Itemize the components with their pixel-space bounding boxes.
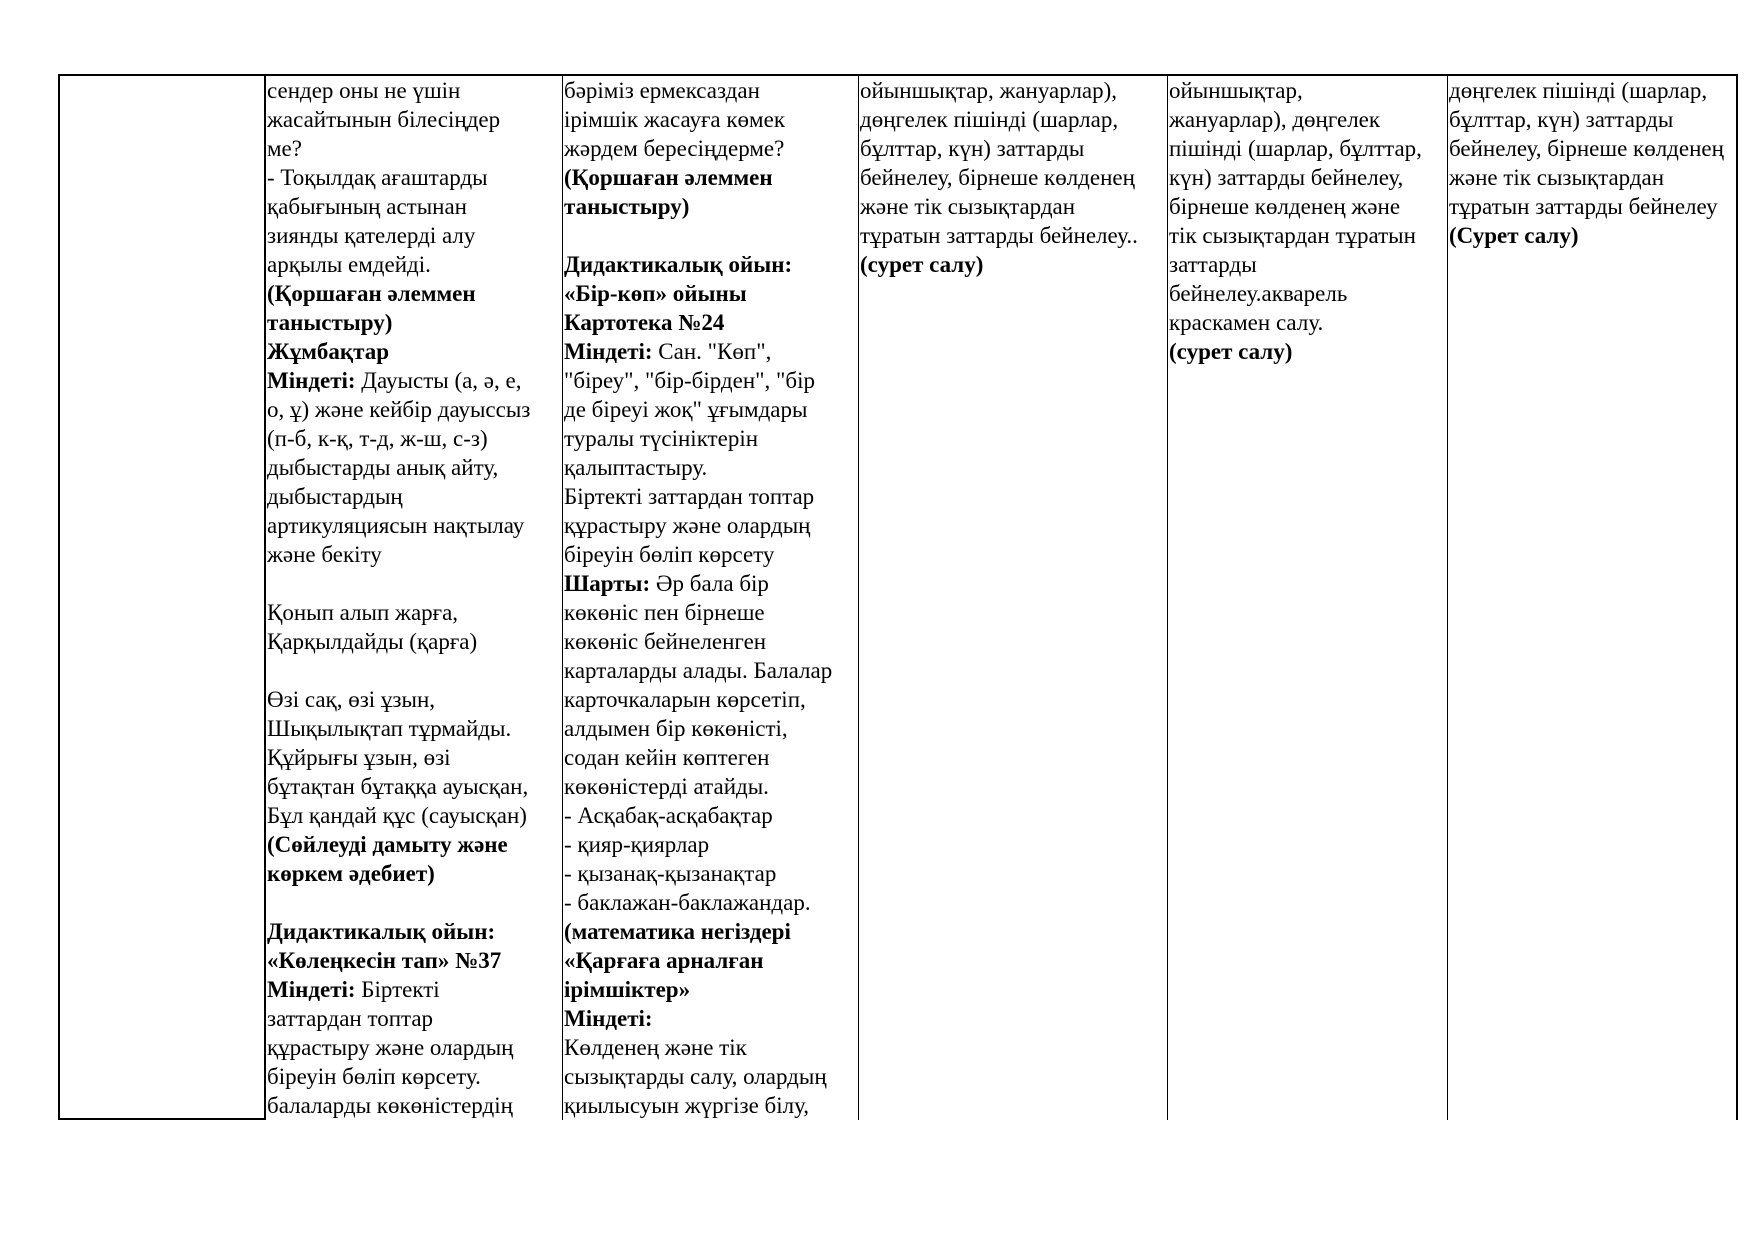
plain-text: қабығының астынан [267, 194, 467, 219]
text-line [564, 859, 857, 888]
plain-text: дөңгелек пішінді (шарлар, [860, 107, 1119, 132]
text-line [267, 714, 561, 743]
plain-text: көкөністерді атайды. [564, 774, 769, 799]
text-line [1449, 105, 1735, 134]
plain-text: карточкаларын көрсетіп, [564, 687, 806, 712]
cell-day-5-activities [1449, 76, 1735, 1118]
plain-text: бірнеше көлденең және [1169, 194, 1401, 219]
bold-text: «Бір-көп» ойыны [564, 281, 747, 306]
text-line [1449, 76, 1735, 105]
bold-text: Картотека №24 [564, 310, 725, 335]
text-line [267, 1091, 561, 1118]
text-line [267, 279, 561, 308]
text-line [1169, 134, 1446, 163]
bold-text: ірімшіктер» [564, 977, 691, 1002]
text-line [860, 250, 1166, 279]
plain-text: біреуін бөліп көрсету. [267, 1064, 481, 1089]
bold-text: Дидактикалық ойын: [564, 252, 793, 277]
bold-text: таныстыру) [564, 194, 690, 219]
text-line [564, 366, 857, 395]
text-line [267, 308, 561, 337]
text-line [267, 1033, 561, 1062]
bold-text: көркем әдебиет) [267, 861, 435, 886]
plain-text: алдымен бір көкөністі, [564, 716, 788, 741]
bold-text: Шарты: [564, 571, 651, 596]
cell-day-2-activities [564, 76, 857, 1118]
plain-text: және тік сызықтардан [1449, 165, 1665, 190]
text-line [564, 917, 857, 946]
text-line [564, 772, 857, 801]
bold-text: (Қоршаған әлеммен [267, 281, 476, 306]
plain-text: ірімшік жасауға көмек [564, 107, 785, 132]
bold-text: «Көлеңкесін тап» №37 [267, 948, 502, 973]
text-line [267, 772, 561, 801]
plain-text: арқылы емдейді. [267, 252, 431, 277]
plain-text: зиянды қателерді алу [267, 223, 476, 248]
text-line [564, 453, 857, 482]
bold-text: (сурет салу) [860, 252, 984, 277]
text-line [1169, 192, 1446, 221]
plain-text: құрастыру және олардың [267, 1035, 514, 1060]
table-right-border [1736, 74, 1738, 1120]
plain-text: заттарды [1169, 252, 1257, 277]
plain-text: Көлденең және тік [564, 1035, 747, 1060]
plain-text: Өзі сақ, өзі ұзын, [267, 687, 436, 712]
text-line [564, 540, 857, 569]
text-line [267, 424, 561, 453]
cell-empty [60, 76, 262, 1118]
text-line [564, 337, 857, 366]
text-line [267, 627, 561, 656]
text-line [860, 76, 1166, 105]
text-line [267, 76, 561, 105]
bold-text: (сурет салу) [1169, 339, 1293, 364]
plain-text: бұлттар, күн) заттарды [1449, 107, 1674, 132]
bold-text: Міндеті: [564, 339, 653, 364]
bold-text: Міндеті: [564, 1006, 653, 1031]
column-divider-5 [1447, 74, 1448, 1120]
plain-text: - қызанақ-қызанақтар [564, 861, 777, 886]
text-line [1169, 250, 1446, 279]
text-line [564, 134, 857, 163]
plain-text: - баклажан-баклажандар. [564, 890, 811, 915]
text-line [1169, 308, 1446, 337]
text-line [267, 917, 561, 946]
text-line [860, 221, 1166, 250]
plain-text: о, ұ) және кейбір дауыссыз [267, 397, 531, 422]
text-line [267, 1062, 561, 1091]
plain-text: Құйрығы ұзын, өзі [267, 745, 451, 770]
cell-day-3-activities [860, 76, 1166, 1118]
bold-text: (математика негіздері [564, 919, 791, 944]
text-line [267, 888, 561, 917]
text-line [1169, 76, 1446, 105]
plain-text: Қонып алып жарға, [267, 600, 459, 625]
plain-text: сызықтарды салу, олардың [564, 1064, 827, 1089]
text-line [564, 975, 857, 1004]
plain-text: - Асқабақ-асқабақтар [564, 803, 773, 828]
text-line [860, 192, 1166, 221]
plain-text: артикуляциясын нақтылау [267, 513, 525, 538]
plain-text: туралы түсініктерін [564, 426, 759, 451]
text-line [564, 1091, 857, 1118]
text-line [267, 366, 561, 395]
text-line [267, 685, 561, 714]
plain-text: дөңгелек пішінді (шарлар, [1449, 78, 1708, 103]
text-line [1169, 337, 1446, 366]
plain-text: Дауысты (а, ә, е, [355, 368, 522, 393]
column-divider-4 [1167, 74, 1168, 1120]
text-line [1449, 192, 1735, 221]
text-line [1449, 221, 1735, 250]
plain-text: Біртекті заттардан топтар [564, 484, 815, 509]
text-line [564, 656, 857, 685]
plain-text: ойыншықтар, [1169, 78, 1303, 103]
text-line [564, 569, 857, 598]
plain-text: жәрдем бересіңдерме? [564, 136, 785, 161]
text-line [267, 511, 561, 540]
column-divider-1 [264, 74, 266, 1120]
text-line [564, 250, 857, 279]
text-line [267, 192, 561, 221]
text-line [1449, 134, 1735, 163]
plain-text: көкөніс пен бірнеше [564, 600, 765, 625]
text-line [1169, 279, 1446, 308]
text-line [564, 801, 857, 830]
text-line [1169, 105, 1446, 134]
text-line [860, 163, 1166, 192]
text-line [1169, 221, 1446, 250]
text-line [1169, 163, 1446, 192]
plain-text: содан кейін көптеген [564, 745, 770, 770]
plain-text: Әр бала бір [650, 571, 769, 596]
cell-day-4-activities [1169, 76, 1446, 1118]
text-line [564, 1062, 857, 1091]
plain-text: және тік сызықтардан [860, 194, 1076, 219]
text-line [564, 482, 857, 511]
plain-text: Сан. "Көп", [652, 339, 772, 364]
text-line [564, 627, 857, 656]
plain-text: - Тоқылдақ ағаштарды [267, 165, 488, 190]
text-line [564, 1004, 857, 1033]
plain-text: ме? [267, 136, 302, 161]
text-line [267, 250, 561, 279]
bold-text: Жұмбақтар [267, 339, 390, 364]
text-line [267, 801, 561, 830]
plain-text: құрастыру және олардың [564, 513, 811, 538]
plain-text: дыбыстардың [267, 484, 403, 509]
plain-text: және бекіту [267, 542, 382, 567]
cell-day-1-activities [267, 76, 561, 1118]
text-line [564, 105, 857, 134]
plan-table [58, 74, 1738, 1120]
bold-text: Дидактикалық ойын: [267, 919, 496, 944]
text-line [564, 888, 857, 917]
text-line [860, 134, 1166, 163]
plain-text: бұлттар, күн) заттарды [860, 136, 1085, 161]
text-line [267, 743, 561, 772]
text-line [267, 598, 561, 627]
plain-text: дыбыстарды анық айту, [267, 455, 499, 480]
text-line [267, 163, 561, 192]
plain-text: краскамен салу. [1169, 310, 1324, 335]
text-line [267, 134, 561, 163]
bold-text: (Сурет салу) [1449, 223, 1579, 248]
text-line [564, 946, 857, 975]
text-line [564, 308, 857, 337]
text-line [564, 395, 857, 424]
bold-text: (Сөйлеуді дамыту және [267, 832, 508, 857]
bold-text: «Қарғаға арналған [564, 948, 764, 973]
plain-text: қиылысуын жүргізе білу, [564, 1093, 810, 1118]
text-line [267, 946, 561, 975]
text-line [564, 221, 857, 250]
plain-text: ойыншықтар, жануарлар), [860, 78, 1118, 103]
text-line [860, 105, 1166, 134]
text-line [267, 975, 561, 1004]
text-line [267, 105, 561, 134]
plain-text: көкөніс бейнеленген [564, 629, 767, 654]
plain-text: - қияр-қиярлар [564, 832, 710, 857]
bold-text: таныстыру) [267, 310, 393, 335]
plain-text: бәріміз ермексаздан [564, 78, 760, 103]
plain-text: қалыптастыру. [564, 455, 708, 480]
plain-text: Қарқылдайды (қарға) [267, 629, 478, 654]
text-line [564, 279, 857, 308]
plain-text: күн) заттарды бейнелеу, [1169, 165, 1404, 190]
text-line [564, 830, 857, 859]
plain-text: сендер оны не үшін [267, 78, 461, 103]
plain-text: бейнелеу, бірнеше көлденең [1449, 136, 1724, 161]
plain-text: бейнелеу, бірнеше көлденең [860, 165, 1135, 190]
plain-text: "біреу", "бір-бірден", "бір [564, 368, 816, 393]
plain-text: де біреуі жоқ" ұғымдары [564, 397, 808, 422]
text-line [564, 76, 857, 105]
text-line [267, 221, 561, 250]
plain-text: біреуін бөліп көрсету [564, 542, 775, 567]
plain-text: Шықылықтап тұрмайды. [267, 716, 512, 741]
text-line [267, 482, 561, 511]
plain-text: тұратын заттарды бейнелеу.. [860, 223, 1138, 248]
text-line [564, 1033, 857, 1062]
text-line [267, 540, 561, 569]
text-line [564, 685, 857, 714]
column-divider-2 [562, 74, 563, 1120]
text-line [564, 192, 857, 221]
plain-text: (п-б, к-қ, т-д, ж-ш, с-з) [267, 426, 488, 451]
plain-text: бұтақтан бұтаққа ауысқан, [267, 774, 529, 799]
text-line [564, 598, 857, 627]
plain-text: жасайтынын білесіңдер [267, 107, 501, 132]
plain-text: Біртекті [355, 977, 440, 1002]
text-line [267, 395, 561, 424]
text-line [564, 511, 857, 540]
bold-text: (Қоршаған әлеммен [564, 165, 773, 190]
plain-text: бейнелеу.акварель [1169, 281, 1348, 306]
text-line [267, 337, 561, 366]
bold-text: Міндеті: [267, 368, 356, 393]
plain-text: тұратын заттарды бейнелеу [1449, 194, 1718, 219]
text-line [267, 859, 561, 888]
plain-text: тік сызықтардан тұратын [1169, 223, 1416, 248]
text-line [564, 743, 857, 772]
text-line [267, 830, 561, 859]
text-line [267, 569, 561, 598]
plain-text: пішінді (шарлар, бұлттар, [1169, 136, 1422, 161]
plain-text: Бұл қандай құс (сауысқан) [267, 803, 527, 828]
text-line [267, 453, 561, 482]
text-line [267, 1004, 561, 1033]
plain-text: карталарды алады. Балалар [564, 658, 833, 683]
plain-text: заттардан топтар [267, 1006, 434, 1031]
text-line [564, 163, 857, 192]
table-bottom-border [58, 1118, 264, 1120]
text-line [267, 656, 561, 685]
text-line [1449, 163, 1735, 192]
bold-text: Міндеті: [267, 977, 356, 1002]
column-divider-3 [858, 74, 859, 1120]
plain-text: балаларды көкөністердің [267, 1093, 513, 1118]
text-line [564, 714, 857, 743]
plain-text: жануарлар), дөңгелек [1169, 107, 1381, 132]
text-line [564, 424, 857, 453]
